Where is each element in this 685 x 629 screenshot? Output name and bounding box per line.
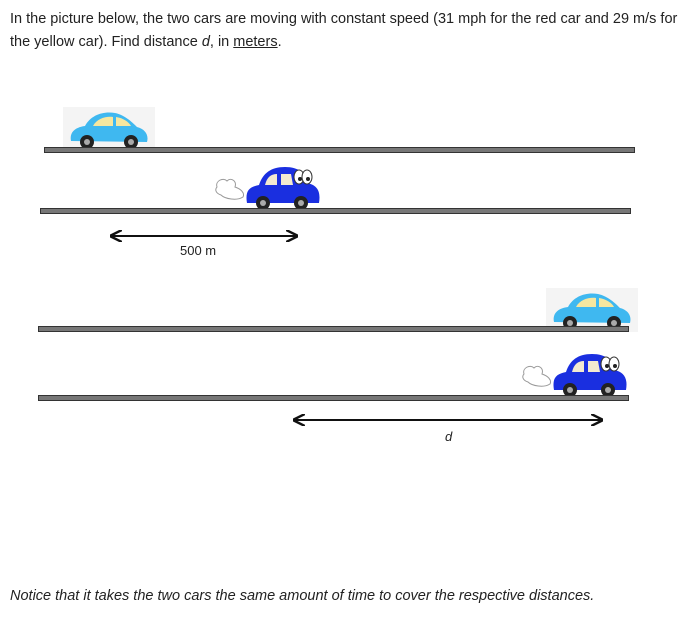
question-text [10, 8, 680, 54]
question-part: In the picture below, the two cars are moving with constant speed (31 mph for the red car and 29 m/s for the yellow car). Find distance [10, 11, 678, 50]
road-1 [44, 147, 635, 153]
road-4 [38, 395, 629, 401]
distance-label-d: d [445, 429, 453, 444]
blue-car-bottom [522, 350, 630, 398]
distance-arrow-500m [108, 229, 300, 243]
road-2 [40, 208, 631, 214]
question-part: . [277, 34, 282, 50]
unit-meters: meters [233, 34, 278, 50]
distance-arrow-d [291, 413, 605, 427]
light-blue-car-top [63, 107, 155, 151]
blue-car-top [215, 163, 323, 211]
note-text: Notice that it takes the two cars the same amount of time to cover the respective distances. [10, 588, 595, 604]
variable-d: d [201, 34, 210, 50]
road-3 [38, 326, 629, 332]
distance-label-500m: 500 m [180, 243, 217, 258]
question-part: , in [209, 34, 234, 50]
